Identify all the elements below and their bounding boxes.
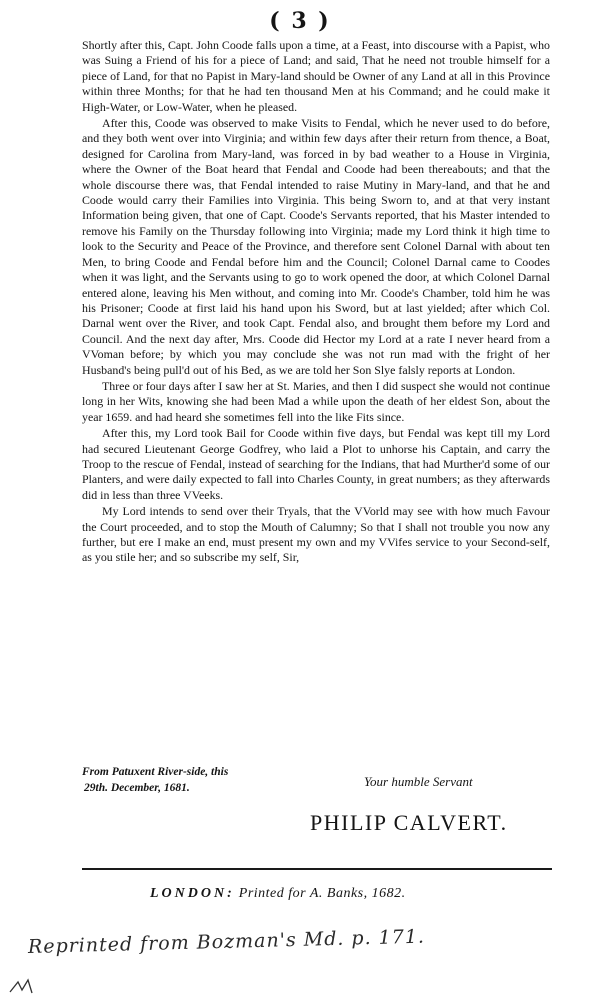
letter-body (82, 38, 550, 567)
imprint-text: Printed for A. Banks, 1682. (238, 886, 406, 901)
paragraph: After this, my Lord took Bail for Coode within five days, but Fendal was kept till my Lord had secured Lieutenant George Godfrey, who laid a Plot to unhorse his Captain, and carry the Troop to the rescue of Fendal, instead of searching for the Indians, that had Murther'd some of our Planters, and were daily expected to fall into Charles County, in great numbers; as they afterwards did in less than three VVeeks. (82, 426, 550, 502)
signature: PHILIP CALVERT. (310, 810, 508, 835)
imprint-place: LONDON: (150, 886, 235, 901)
paragraph: My Lord intends to send over their Tryals, that the VVorld may see with how much Favour the Court proceeded, and to stop the Mouth of Calumny; So that I shall not trouble you now any further, but ere I make an end, must present my own and my VVifes service to your Second-self, as you stile her; and so subscribe my self, Sir, (82, 504, 550, 565)
handwritten-note: Reprinted from Bozman's Md. p. 171. (27, 925, 426, 958)
dateline-date: 29th. December, 1681. (84, 782, 190, 794)
page-number: ( 3 ) (269, 8, 331, 34)
paragraph: Three or four days after I saw her at St. Maries, and then I did suspect she would not continue long in her Wits, knowing she had been Mad a while upon the death of her eldest Son, about the year 1659. and had heard she sometimes fell into the like Fits since. (82, 378, 550, 424)
letter-closing (82, 758, 550, 848)
paragraph: Shortly after this, Capt. John Coode falls upon a time, at a Feast, into discourse with a Papist, who was Suing a Friend of his for a piece of Land; and said, That he need not trouble himself for a piece of Land, for that no Papist in Mary-land should be Owner of any Land at all in this Province within three Months; for that he had ten thousand Men at his Command; and he could make it High-Water, or Low-Water, when he pleased. (82, 38, 550, 114)
scan-smudge-mark (8, 978, 58, 996)
paragraph: After this, Coode was observed to make Visits to Fendal, which he never used to do before, and they both went over into Virginia; and within few days after their return from thence, a Boat, designed for Carolina from Mary-land, was forced in by bad weather to a House in Virginia, where the Owner of the Boat heard that Fendal and Coode had been thereabouts; and that the whole discourse there was, that Fendal intended to raise Mutiny in Mary-land, and that he and Coode would carry their Families into Virginia. This being Sworn to, and at that very instant Information being given, that one of Capt. Coode's Servants reported, that his Master intended to remove his Family on the Thursday following into Virginia; made my Lord think it high time to look to the Security and Peace of the Province, and therefore sent Colonel Darnal with about ten Men, to bring Coode and Fendal before him and the Council; Colonel Darnal came to Coodes when it was light, and the Servants using to go to work opened the door, at which Colonel Darnal entered alone, leaving his Men without, and coming into Mr. Coode's Chamber, told him he was his Prisoner; Coode at first laid his hand upon his Sword, but at last yielded; after which Col. Darnal went over the River, and took Capt. Fendal also, and brought them before my Lord and Council. And the next day after, Mrs. Coode did Hector my Lord at a rate I never heard from a VVoman before; by which you may conclude she was not run mad with the fright of her Husband's being pull'd out of his Bed, as we are told her Son Slye falsly reports at London. (82, 116, 550, 377)
valediction: Your humble Servant (364, 774, 473, 789)
imprint (150, 886, 406, 902)
divider-rule (82, 868, 552, 870)
dateline (82, 764, 262, 796)
dateline-place: From Patuxent River-side, this (82, 766, 229, 778)
